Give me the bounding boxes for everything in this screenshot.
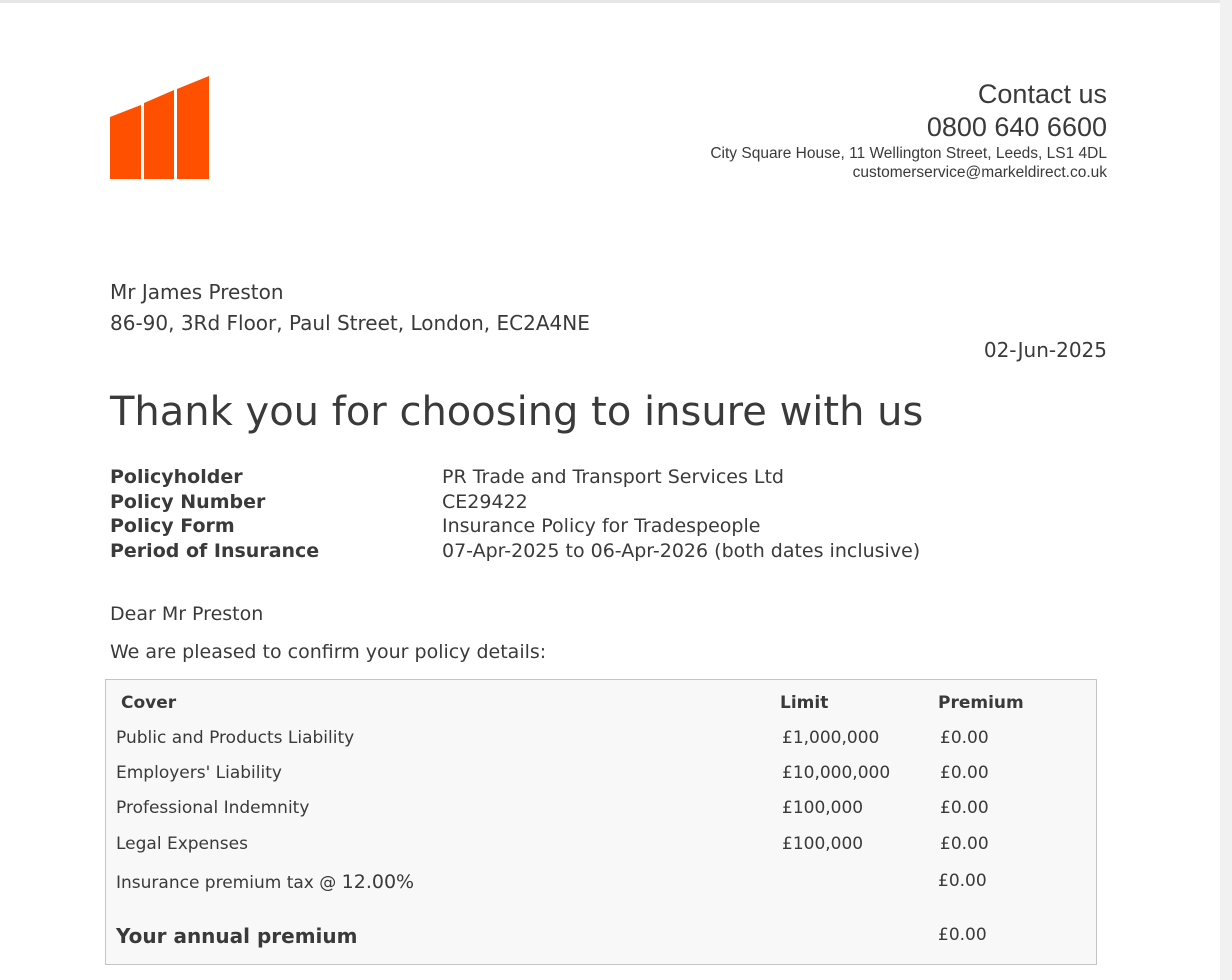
logo-bar-2	[144, 90, 174, 179]
contact-block	[710, 78, 1107, 182]
detail-value: 07-Apr-2025 to 06-Apr-2026 (both dates inclusive)	[442, 540, 921, 563]
detail-value: CE29422	[442, 490, 528, 513]
detail-label: Policy Number	[110, 490, 266, 513]
salutation: Dear Mr Preston	[110, 603, 264, 625]
total-label: Your annual premium	[116, 924, 358, 948]
detail-label: Period of Insurance	[110, 540, 320, 563]
scrollbar[interactable]	[1220, 0, 1232, 980]
letter-date: 02-Jun-2025	[983, 338, 1107, 362]
cover-limit: £100,000	[782, 834, 864, 854]
tax-rate: 12.00%	[341, 871, 415, 893]
tax-label: Insurance premium tax @	[116, 873, 337, 893]
tax-premium: £0.00	[938, 871, 987, 891]
recipient-block	[110, 277, 590, 339]
cover-limit: £100,000	[782, 798, 864, 818]
tax-row	[116, 871, 414, 893]
total-premium: £0.00	[938, 925, 987, 945]
cover-name: Professional Indemnity	[116, 798, 310, 818]
cover-limit: £1,000,000	[782, 728, 880, 748]
cover-premium: £0.00	[940, 834, 989, 854]
detail-label: Policyholder	[110, 466, 243, 488]
cover-premium: £0.00	[940, 763, 989, 783]
intro-text: We are pleased to confirm your policy details:	[110, 641, 547, 663]
recipient-name: Mr James Preston	[110, 280, 284, 304]
header-premium: Premium	[938, 693, 1024, 713]
contact-phone[interactable]: 0800 640 6600	[926, 112, 1107, 142]
detail-value: PR Trade and Transport Services Ltd	[442, 466, 784, 488]
page-title: Thank you for choosing to insure with us	[110, 389, 924, 435]
logo-bar-1	[110, 105, 141, 179]
logo-bar-3	[177, 76, 209, 179]
cover-name: Public and Products Liability	[116, 728, 355, 748]
cover-table	[105, 679, 1097, 965]
cover-name: Legal Expenses	[116, 834, 248, 854]
contact-address: City Square House, 11 Wellington Street, Leeds, LS1 4DL	[710, 145, 1107, 162]
contact-email[interactable]: customerservice@markeldirect.co.uk	[852, 164, 1107, 181]
cover-premium: £0.00	[940, 728, 989, 748]
recipient-address: 86-90, 3Rd Floor, Paul Street, London, EC2A4NE	[110, 311, 590, 335]
cover-limit: £10,000,000	[782, 763, 891, 783]
detail-value: Insurance Policy for Tradespeople	[442, 515, 761, 538]
contact-title: Contact us	[977, 79, 1107, 109]
company-logo	[110, 76, 210, 179]
cover-name: Employers' Liability	[116, 763, 282, 783]
cover-premium: £0.00	[940, 798, 989, 818]
top-rule	[0, 0, 1232, 3]
header-cover: Cover	[121, 693, 177, 713]
detail-label: Policy Form	[110, 515, 235, 538]
header-limit: Limit	[780, 693, 829, 713]
